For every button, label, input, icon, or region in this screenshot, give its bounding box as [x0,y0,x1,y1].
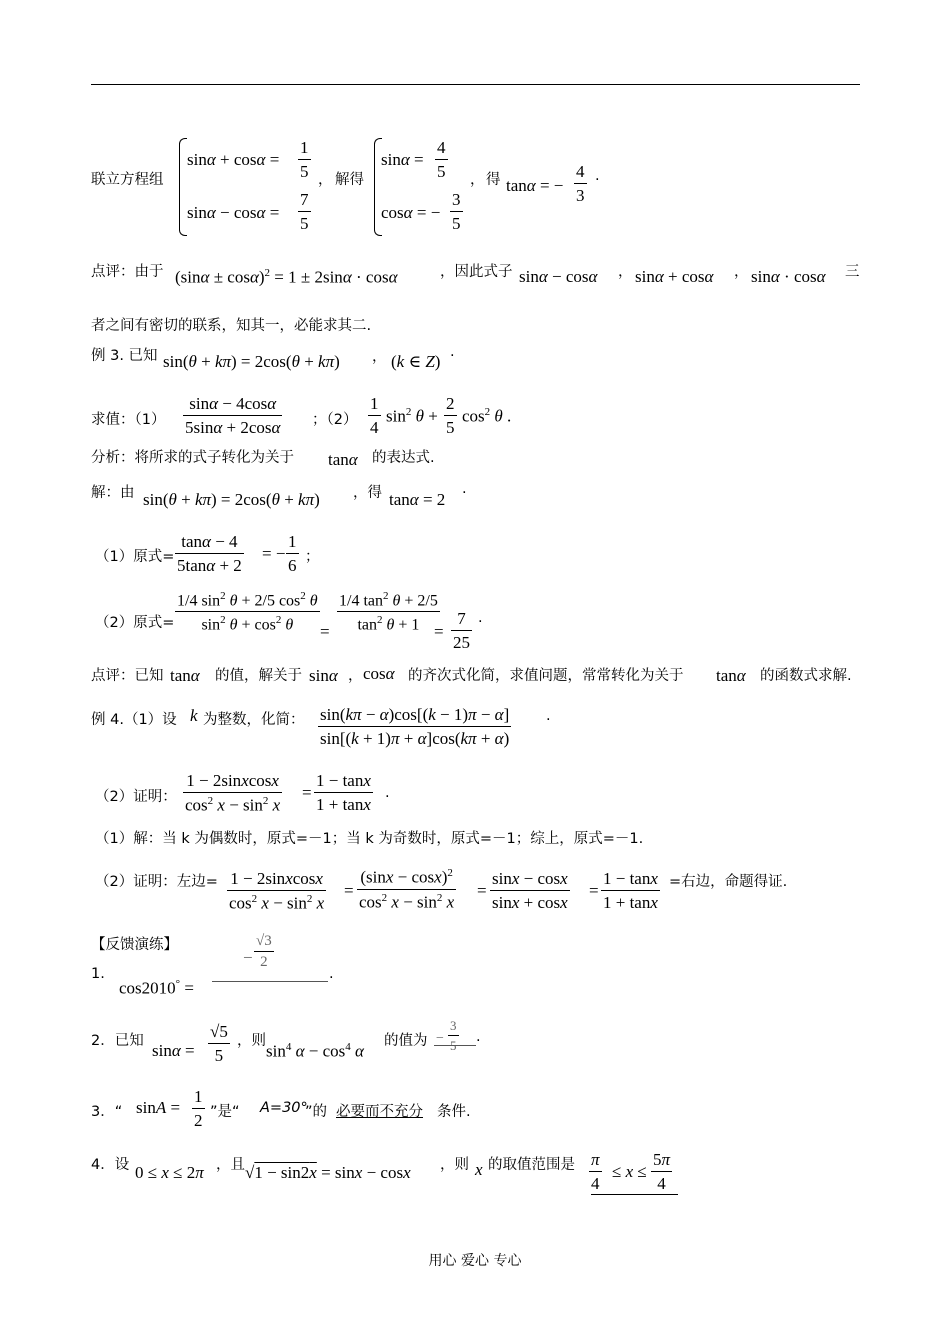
fraction: $\frac{\text{1 − 2sinxcosx}}{\cos^2 x - \sin^2 x}$ [185,771,281,815]
equation-line: $(\sin\alpha \pm \cos\alpha)^2 = 1 \pm 2\sin\alpha \cdot \cos\alpha$ [175,267,398,287]
question-text: ，且 [216,1157,245,1173]
fraction: $\frac{1/4 \tan^2 \theta + 2/5}{\tan^2 \theta + 1}$ [339,590,438,634]
equation-line: = [477,881,487,900]
part-label: （2）原式= [95,615,175,631]
fraction: $\frac{4}{5}$ [437,138,446,181]
equation-line: sinA = [136,1098,181,1117]
question-number: 1. [91,966,105,982]
eq-system-label: 联立方程组 [91,172,164,188]
equation-line: sin(θ + kπ) = 2cos(θ + kπ) [143,490,320,509]
equation-line: = [434,622,444,641]
comment-text: 的函数式求解. [760,668,852,684]
comment-text: 者之间有密切的联系，知其一，必能求其二. [91,318,372,334]
equation-line: = [320,622,330,641]
answer-line [434,1045,476,1046]
fraction: $\frac{1 - \tan x}{1 + \tan x}$ [316,771,371,814]
equation-line: tanα [328,450,358,469]
question-condition: A=30° [260,1100,308,1116]
answer: 必要而不充分 [336,1104,423,1120]
analysis-text: 的表达式. [372,450,435,466]
comment-text: ， [348,668,363,684]
comment-text: 的值，解关于 [215,668,302,684]
fraction: $\frac{\sin\alpha - 4\cos\alpha}{5\sin\alpha + 2\cos\alpha}$ [185,394,281,437]
question-text: 3．“ [91,1104,123,1120]
answer: − [243,948,253,967]
fraction: $\frac{√3}{2}$ [256,933,272,970]
comment-text: 点评：由于 [91,264,164,280]
equation-line: sinα [309,666,338,685]
footer: 用心 爱心 专心 [428,1253,522,1269]
period: . [385,785,390,801]
part-label: （1）原式= [95,549,175,565]
fraction: $\frac{1}{2}$ [194,1087,203,1130]
get-label: 得 [486,172,501,188]
period: . [476,1029,481,1045]
question-text: 4．设 [91,1157,130,1173]
equation-line: sinα + cosα [635,267,714,286]
fraction: $\frac{3}{5}$ [450,1018,457,1053]
equation-line: sinα − cosα [519,267,598,286]
fraction: $\frac{5\pi}{4}$ [653,1150,671,1193]
comma: ， [618,264,633,280]
solution-text: 解：由 [91,485,135,501]
equation-line: cosα = − [381,203,441,222]
equation-line: $\cos^2 \theta$ . [462,406,512,426]
prove-label: （2）证明： [95,789,177,805]
answer: ≤ x ≤ [612,1162,647,1181]
header-rule [91,84,860,85]
period: . [462,481,467,497]
comment-text: 点评：已知 [91,668,164,684]
fraction: $\frac{4}{3}$ [576,162,585,205]
answer-line [212,981,328,982]
fraction: $\frac{1}{4}$ [370,394,379,437]
question-text: ，则 [237,1033,266,1049]
solution-text: =右边，命题得证. [669,874,788,890]
period: . [329,966,334,982]
equation-line: $\sin^2 \theta$ + [386,406,438,426]
variable-x: x [475,1160,483,1179]
fraction: $\frac{1}{6}$ [288,532,297,575]
comma: ， [372,349,387,365]
solution-text: ，得 [353,485,382,501]
question-text: ，则 [440,1157,469,1173]
answer: − [436,1031,444,1046]
analysis-text: 分析：将所求的式子转化为关于 [91,450,294,466]
fraction: $\frac{3}{5}$ [452,190,461,233]
equation-line: tanα [170,666,200,685]
equation-line: cos2010° = [119,978,194,998]
comma: ， [734,264,749,280]
question-text: 条件. [437,1104,471,1120]
fraction: $\frac{\sin(k\pi - \alpha)\cos[(k - 1)\pi - \alpha]}{\sin[(k + 1)\pi + \alpha]\cos(k\pi + \alpha)}$ [320,705,510,748]
period: . [546,708,551,724]
equation-line: (k ∈ Z) [391,352,441,371]
fraction: $\frac{\text{1 − 2sinxcosx}}{\cos^2 x - \sin^2 x}$ [229,869,325,913]
question-text: ”的 [305,1104,328,1120]
fraction: $\frac{\tan\alpha - 4}{5\tan\alpha + 2}$ [177,532,242,575]
question-text: 的值为 [384,1033,428,1049]
equation-line: 0 ≤ x ≤ 2π [135,1163,204,1182]
equation-line: = [302,783,312,802]
equation-line: tanα = − [506,176,564,195]
period: . [595,168,600,184]
equation-line: √1 − sin2x = sinx − cosx [245,1163,411,1182]
fraction: $\frac{1}{5}$ [300,138,309,181]
fraction: $\frac{7}{5}$ [300,190,309,233]
comment-text: ，因此式子 [440,264,513,280]
equation-line: = [589,881,599,900]
period: . [478,610,483,626]
equation-line: cosα [363,664,395,683]
part-label: ；（2） [312,412,358,428]
solution-text: （1）解：当 k 为偶数时，原式=－1；当 k 为奇数时，原式=－1；综上，原式=－1. [95,831,644,847]
variable-k: k [190,706,198,725]
solve-label: 解得 [335,172,364,188]
equation-line: = [344,881,354,900]
equation-line: tanα = 2 [389,490,446,509]
fraction: $\frac{7}{25}$ [453,609,470,652]
example-4-label: 例 4.（1）设 [91,712,177,728]
equation-line: = − [262,544,286,563]
semicolon: ； [305,549,320,565]
fraction: $\frac{1/4 \sin^2 \theta + 2/5 \cos^2 \theta}{\sin^2 \theta + \cos^2 \theta}$ [177,590,318,634]
feedback-title: 【反馈演练】 [91,937,178,953]
left-brace [179,138,187,236]
equation-line: sinα = [152,1041,195,1060]
fraction: $\frac{\pi}{4}$ [591,1150,600,1193]
ask-label: 求值：（1） [91,412,166,428]
answer-line [591,1194,678,1195]
example-3-label: 例 3. 已知 [91,348,158,364]
equation-line: sinα + cosα = [187,150,280,169]
comment-text: 的齐次式化简，求值问题，常常转化为关于 [408,668,684,684]
example-4-label: 为整数，化简： [203,712,305,728]
equation-line: sinα = [381,150,424,169]
fraction: $\frac{\sin x - \cos x}{\sin x + \cos x}$ [492,869,568,912]
question-text: ”是“ [210,1104,240,1120]
equation-line: $\sin^4 \alpha - \cos^4 \alpha$ [266,1041,364,1061]
fraction: $\frac{(\sin x - \cos x)^2}{\cos^2 x - \sin^2 x}$ [359,867,455,912]
comment-text: 三 [845,264,860,280]
comma: ， [318,172,333,188]
equation-line: sin(θ + kπ) = 2cos(θ + kπ) [163,352,340,371]
equation-line: sinα · cosα [751,267,826,286]
fraction: $\frac{2}{5}$ [446,394,455,437]
fraction: $\frac{1 - \tan x}{1 + \tan x}$ [603,869,658,912]
fraction: $\frac{√5}{5}$ [210,1022,228,1065]
question-text: 2．已知 [91,1033,144,1049]
period: . [450,344,455,360]
question-text: 的取值范围是 [488,1157,575,1173]
comma: ， [470,172,485,188]
equation-line: tanα [716,666,746,685]
equation-line: sinα − cosα = [187,203,280,222]
solution-text: （2）证明：左边= [95,874,218,890]
